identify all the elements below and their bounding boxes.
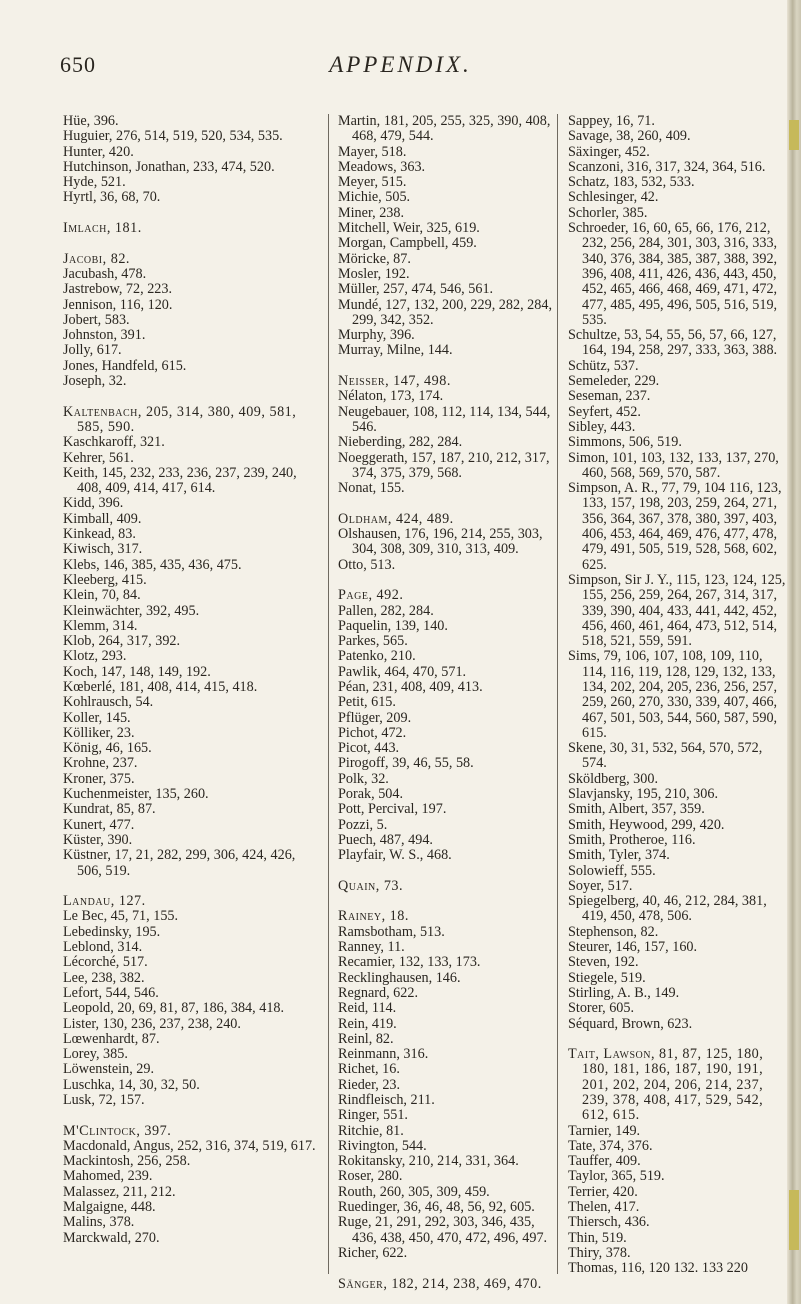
index-column-3 (568, 114, 788, 1277)
index-entry: Le Bec, 45, 71, 155. (63, 908, 179, 925)
index-entry: Nonat, 155. (338, 480, 405, 497)
index-entry: Kehrer, 561. (63, 449, 134, 466)
index-entry: Müller, 257, 474, 546, 561. (338, 281, 494, 298)
index-entry: Klemm, 314. (63, 617, 138, 634)
index-entry: Hunter, 420. (63, 143, 134, 160)
index-entry: Smith, Tyler, 374. (568, 847, 670, 864)
section-gap (63, 879, 321, 894)
index-entry: Séquard, Brown, 623. (568, 1015, 693, 1032)
index-entry: Recklinghausen, 146. (338, 969, 461, 986)
index-column-1 (63, 114, 321, 1246)
index-entry: Malins, 378. (63, 1214, 135, 1231)
index-entry: Polk, 32. (338, 770, 389, 787)
section-gap (63, 206, 321, 221)
index-entry: Jones, Handfeld, 615. (63, 357, 187, 374)
index-entry: Marckwald, 270. (63, 1229, 160, 1246)
index-entry: Jacobi, 82. (63, 250, 130, 267)
section-gap (338, 496, 558, 511)
index-entry: Playfair, W. S., 468. (338, 847, 452, 864)
index-entry: Noeggerath, 157, 187, 210, 212, 317, 374, 375, 379, 568. (338, 449, 550, 481)
index-entry: Landau, 127. (63, 893, 146, 910)
index-entry: Simon, 101, 103, 132, 133, 137, 270, 460, 568, 569, 570, 587. (568, 449, 779, 481)
index-entry: Mitchell, Weir, 325, 619. (338, 220, 480, 237)
index-entry: Pirogoff, 39, 46, 55, 58. (338, 755, 474, 772)
index-entry: Sims, 79, 106, 107, 108, 109, 110, 114, 116, 119, 128, 129, 132, 133, 134, 202, 204, 205, 236, 256, 257, 259, 260, 270, 330, 339, 407, 466, 467, 501, 503, 544, 560, 587, 590, 615. (568, 648, 778, 741)
index-entry: Richet, 16. (338, 1061, 400, 1078)
section-gap (63, 1108, 321, 1123)
index-entry: Porak, 504. (338, 786, 404, 803)
index-entry: Hyde, 521. (63, 174, 126, 191)
index-entry: Solowieff, 555. (568, 862, 656, 879)
index-entry: Lusk, 72, 157. (63, 1092, 145, 1108)
page-header (0, 52, 801, 82)
index-entry: Richer, 622. (338, 1244, 408, 1261)
book-binding-edge (787, 0, 801, 1304)
index-entry: Olshausen, 176, 196, 214, 255, 303, 304, 308, 309, 310, 313, 409. (338, 526, 543, 558)
index-entry: Ritchie, 81. (338, 1122, 404, 1139)
index-entry: Terrier, 420. (568, 1183, 638, 1200)
index-entry: Keith, 145, 232, 233, 236, 237, 239, 240, 408, 409, 414, 417, 614. (63, 464, 297, 497)
index-entry: Jolly, 617. (63, 342, 122, 359)
index-entry: Schlesinger, 42. (568, 189, 659, 206)
index-entry: Stephenson, 82. (568, 923, 659, 940)
index-column-2 (338, 114, 558, 1292)
index-entry: Thomas, 116, 120 132. 133 220 (568, 1260, 748, 1277)
index-entry: Rindfleisch, 211. (338, 1092, 435, 1108)
index-entry: Ruedinger, 36, 46, 48, 56, 92, 605. (338, 1199, 535, 1216)
index-entry: Pott, Percival, 197. (338, 801, 447, 818)
index-entry: Krohne, 237. (63, 755, 138, 772)
index-entry: Hutchinson, Jonathan, 233, 474, 520. (63, 158, 275, 175)
index-entry: Savage, 38, 260, 409. (568, 128, 691, 145)
binding-stain (789, 1190, 799, 1250)
index-entry: Kiwisch, 317. (63, 541, 143, 558)
page-number: 650 (60, 52, 96, 77)
section-gap (338, 573, 558, 588)
index-entry: Rainey, 18. (338, 908, 409, 925)
index-entry: Steven, 192. (568, 954, 639, 971)
index-entry: Ranney, 11. (338, 939, 405, 956)
index-entry: Malgaigne, 448. (63, 1199, 156, 1216)
index-entry: Kaschkaroff, 321. (63, 434, 165, 451)
index-entry: Skene, 30, 31, 532, 564, 570, 572, 574. (568, 740, 763, 772)
index-entry: Malassez, 211, 212. (63, 1183, 176, 1200)
index-entry: Neisser, 147, 498. (338, 373, 451, 390)
index-entry: Tauffer, 409. (568, 1153, 641, 1170)
index-entry: Kohlrausch, 54. (63, 694, 154, 711)
index-entry: Spiegelberg, 40, 46, 212, 284, 381, 419, 450, 478, 506. (568, 893, 767, 925)
index-entry: Smith, Heywood, 299, 420. (568, 816, 725, 833)
index-entry: Ruge, 21, 291, 292, 303, 346, 435, 436, 438, 450, 470, 472, 496, 497. (338, 1214, 548, 1246)
running-title: APPENDIX. (329, 52, 472, 77)
index-entry: Page, 492. (338, 587, 404, 604)
index-entry: Reinl, 82. (338, 1030, 394, 1047)
index-entry: Quain, 73. (338, 877, 404, 894)
index-entry: Kaltenbach, 205, 314, 380, 409, 581, 585, 590. (63, 403, 297, 435)
index-entry: Simpson, Sir J. Y., 115, 123, 124, 125, 155, 256, 259, 264, 267, 314, 317, 339, 390, 404, 433, 441, 442, 452, 456, 460, 461, 464, 473, 512, 514, 518, 521, 559, 591. (568, 571, 786, 650)
index-entry: Mahomed, 239. (63, 1168, 153, 1185)
index-entry: Lorey, 385. (63, 1046, 128, 1063)
index-entry: Hüe, 396. (63, 113, 119, 129)
index-entry: Smith, Albert, 357, 359. (568, 801, 705, 818)
index-entry: Tait, Lawson, 81, 87, 125, 180, 180, 181, 186, 187, 190, 191, 201, 202, 204, 206, 214, 237, 239, 378, 408, 417, 529, 542, 612, 615. (568, 1046, 764, 1124)
index-entry: Mayer, 518. (338, 143, 407, 160)
index-entry: Meadows, 363. (338, 158, 426, 175)
index-entry: Lebedinsky, 195. (63, 923, 161, 940)
index-entry: Seyfert, 452. (568, 403, 641, 420)
index-entry: Klebs, 146, 385, 435, 436, 475. (63, 556, 242, 573)
index-entry: Recamier, 132, 133, 173. (338, 954, 481, 971)
index-entry: Kölliker, 23. (63, 724, 135, 741)
index-entry: Luschka, 14, 30, 32, 50. (63, 1076, 200, 1093)
index-entry: Jastrebow, 72, 223. (63, 281, 173, 298)
index-entry: Smith, Protheroe, 116. (568, 831, 696, 848)
index-entry: Kinkead, 83. (63, 526, 136, 543)
index-entry: Nélaton, 173, 174. (338, 388, 444, 405)
index-entry: Murray, Milne, 144. (338, 342, 453, 359)
index-entry: Rivington, 544. (338, 1137, 427, 1154)
index-entry: Kœberlé, 181, 408, 414, 415, 418. (63, 678, 258, 695)
index-entry: Schroeder, 16, 60, 65, 66, 176, 212, 232, 256, 284, 301, 303, 316, 333, 340, 376, 384, 385, 387, 388, 392, 396, 408, 411, 426, 436, 443, 450, 452, 465, 466, 468, 469, 471, 472, 477, 485, 495, 496, 505, 516, 519, 535. (568, 220, 778, 328)
index-entry: Steurer, 146, 157, 160. (568, 939, 698, 956)
index-entry: Tate, 374, 376. (568, 1137, 653, 1154)
index-entry: Thiersch, 436. (568, 1214, 650, 1231)
index-entry: Leopold, 20, 69, 81, 87, 186, 384, 418. (63, 1000, 285, 1017)
column-divider (328, 114, 329, 1274)
index-entry: Roser, 280. (338, 1168, 403, 1185)
section-gap (568, 1032, 788, 1047)
index-entry: Taylor, 365, 519. (568, 1168, 665, 1185)
index-entry: Jobert, 583. (63, 311, 130, 328)
index-entry: Routh, 260, 305, 309, 459. (338, 1183, 490, 1200)
index-entry: Ringer, 551. (338, 1107, 408, 1124)
section-gap (338, 864, 558, 879)
index-entry: Simmons, 506, 519. (568, 434, 682, 451)
index-entry: Lécorché, 517. (63, 954, 148, 971)
index-entry: Pawlik, 464, 470, 571. (338, 663, 467, 680)
index-entry: Tarnier, 149. (568, 1122, 641, 1139)
index-entry: Picot, 443. (338, 740, 400, 757)
index-entry: Sköldberg, 300. (568, 770, 658, 787)
index-entry: Schütz, 537. (568, 357, 639, 374)
index-entry: Paquelin, 139, 140. (338, 617, 448, 634)
index-entry: Lister, 130, 236, 237, 238, 240. (63, 1015, 241, 1032)
index-entry: Jacubash, 478. (63, 265, 147, 282)
index-entry: Regnard, 622. (338, 984, 418, 1001)
index-entry: Parkes, 565. (338, 633, 408, 650)
index-entry: Huguier, 276, 514, 519, 520, 534, 535. (63, 128, 283, 145)
index-entry: Neugebauer, 108, 112, 114, 134, 544, 546. (338, 403, 551, 435)
section-gap (338, 359, 558, 374)
index-entry: Thelen, 417. (568, 1199, 640, 1216)
index-entry: Péan, 231, 408, 409, 413. (338, 678, 483, 695)
section-gap (63, 236, 321, 251)
index-entry: Oldham, 424, 489. (338, 510, 454, 527)
index-entry: Küster, 390. (63, 831, 133, 848)
index-entry: Reinmann, 316. (338, 1046, 429, 1063)
index-entry: Löwenstein, 29. (63, 1061, 155, 1078)
index-entry: Storer, 605. (568, 1000, 635, 1017)
index-entry: Michie, 505. (338, 189, 411, 206)
index-entry: Mundé, 127, 132, 200, 229, 282, 284, 299, 342, 352. (338, 296, 552, 328)
index-entry: Petit, 615. (338, 694, 396, 711)
section-gap (338, 1261, 558, 1276)
section-gap (338, 894, 558, 909)
index-entry: Jennison, 116, 120. (63, 296, 173, 313)
index-entry: Johnston, 391. (63, 327, 146, 344)
index-entry: Martin, 181, 205, 255, 325, 390, 408, 468, 479, 544. (338, 113, 551, 145)
index-entry: Murphy, 396. (338, 327, 415, 344)
index-entry: Kimball, 409. (63, 510, 142, 527)
index-entry: Seseman, 237. (568, 388, 651, 405)
index-entry: Stiegele, 519. (568, 969, 646, 986)
index-entry: Lee, 238, 382. (63, 969, 145, 986)
index-entry: Klob, 264, 317, 392. (63, 633, 181, 650)
binding-stain (789, 120, 799, 150)
index-entry: Reid, 114. (338, 1000, 397, 1017)
index-entry: Thiry, 378. (568, 1244, 631, 1261)
index-entry: Scanzoni, 316, 317, 324, 364, 516. (568, 158, 766, 175)
index-entry: Morgan, Campbell, 459. (338, 235, 477, 252)
index-entry: Kuchenmeister, 135, 260. (63, 786, 209, 803)
index-entry: Sappey, 16, 71. (568, 113, 655, 129)
index-entry: Kleinwächter, 392, 495. (63, 602, 200, 619)
index-entry: Joseph, 32. (63, 373, 127, 390)
index-entry: Lefort, 544, 546. (63, 984, 159, 1001)
index-entry: Lœwenhardt, 87. (63, 1030, 160, 1047)
index-entry: Otto, 513. (338, 556, 396, 573)
index-entry: Kidd, 396. (63, 495, 124, 512)
index-entry: Miner, 238. (338, 204, 405, 221)
index-entry: Puech, 487, 494. (338, 831, 433, 848)
index-entry: Pozzi, 5. (338, 816, 388, 833)
index-entry: Leblond, 314. (63, 939, 143, 956)
index-entry: Säxinger, 452. (568, 143, 650, 160)
index-entry: Möricke, 87. (338, 250, 411, 267)
index-entry: Mackintosh, 256, 258. (63, 1153, 191, 1170)
index-entry: Rieder, 23. (338, 1076, 401, 1093)
index-entry: Schultze, 53, 54, 55, 56, 57, 66, 127, 164, 194, 258, 297, 333, 363, 388. (568, 327, 778, 359)
index-entry: Imlach, 181. (63, 220, 142, 237)
index-entry: Thin, 519. (568, 1229, 627, 1246)
index-entry: Kunert, 477. (63, 816, 135, 833)
index-entry: Patenko, 210. (338, 648, 416, 665)
column-divider (557, 114, 558, 1274)
index-entry: Simpson, A. R., 77, 79, 104 116, 123, 133, 157, 198, 203, 259, 264, 271, 356, 364, 367, 378, 380, 397, 403, 406, 453, 464, 469, 476, 477, 478, 479, 491, 505, 519, 528, 568, 602, 625. (568, 480, 782, 573)
index-entry: Koller, 145. (63, 709, 131, 726)
index-entry: Kroner, 375. (63, 770, 135, 787)
index-entry: Rein, 419. (338, 1015, 397, 1032)
index-entry: König, 46, 165. (63, 740, 152, 757)
index-entry: Rokitansky, 210, 214, 331, 364. (338, 1153, 519, 1170)
index-entry: Küstner, 17, 21, 282, 299, 306, 424, 426, 506, 519. (63, 847, 296, 879)
index-entry: Slavjansky, 195, 210, 306. (568, 786, 719, 803)
index-entry: Macdonald, Angus, 252, 316, 374, 519, 617. (63, 1137, 316, 1154)
index-entry: Kleeberg, 415. (63, 571, 147, 588)
index-entry: Klotz, 293. (63, 648, 127, 665)
index-entry: Meyer, 515. (338, 174, 407, 191)
index-entry: Mosler, 192. (338, 265, 410, 282)
index-entry: Hyrtl, 36, 68, 70. (63, 189, 161, 206)
index-entry: Kundrat, 85, 87. (63, 801, 156, 818)
index-entry: Ramsbotham, 513. (338, 923, 445, 940)
index-entry: Semeleder, 229. (568, 373, 660, 390)
index-entry: Pallen, 282, 284. (338, 602, 434, 619)
index-entry: Sänger, 182, 214, 238, 469, 470. (338, 1275, 542, 1292)
index-entry: Klein, 70, 84. (63, 587, 141, 604)
index-entry: Pflüger, 209. (338, 709, 412, 726)
index-entry: Stirling, A. B., 149. (568, 984, 680, 1001)
index-entry: Pichot, 472. (338, 724, 407, 741)
index-entry: Sibley, 443. (568, 418, 636, 435)
index-entry: Schorler, 385. (568, 204, 648, 221)
index-entry: Nieberding, 282, 284. (338, 434, 463, 451)
index-entry: Koch, 147, 148, 149, 192. (63, 663, 211, 680)
index-entry: Schatz, 183, 532, 533. (568, 174, 695, 191)
index-entry: Soyer, 517. (568, 877, 633, 894)
section-gap (63, 389, 321, 404)
index-entry: M'Clintock, 397. (63, 1122, 172, 1139)
